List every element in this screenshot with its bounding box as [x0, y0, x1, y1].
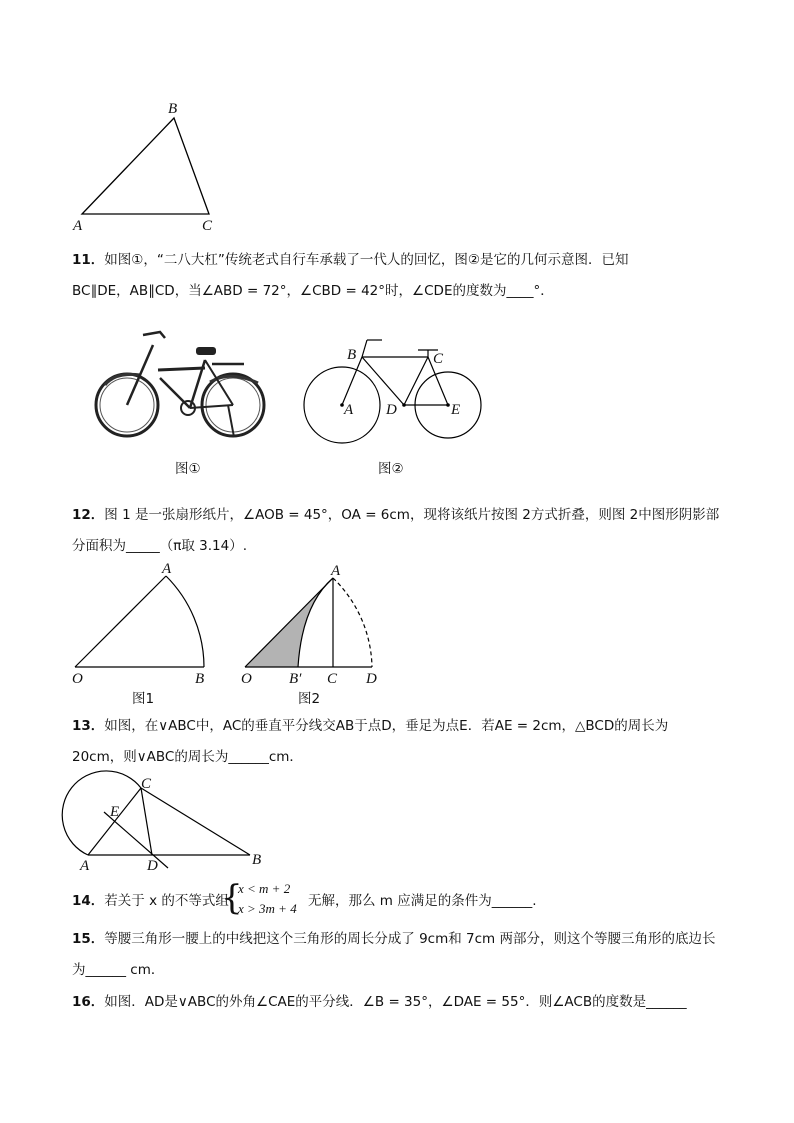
- question-number: 12．: [72, 507, 105, 523]
- label-B: B: [195, 671, 205, 687]
- label-A: A: [73, 218, 83, 234]
- label-B-prime: B′: [289, 671, 302, 687]
- system-brace: {: [221, 878, 243, 918]
- question-text: 等腰三角形一腰上的中线把这个三角形的周长分成了 9cm和 7cm 两部分，则这个等腰三角形的底边长: [104, 931, 716, 947]
- label-B: B: [168, 101, 178, 117]
- label-D: D: [386, 402, 397, 418]
- inequality-2: x > 3m + 4: [238, 901, 297, 916]
- label-A: A: [162, 561, 172, 577]
- label-O: O: [72, 671, 83, 687]
- question-text: 图 1 是一张扇形纸片，∠AOB = 45°，OA = 6cm，现将该纸片按图 2方式折叠，则图 2中图形阴影部: [104, 507, 720, 523]
- question-text-line2: 为______ cm．: [72, 962, 165, 978]
- label-O: O: [241, 671, 252, 687]
- diagram-caption: 图②: [378, 461, 404, 477]
- question-number: 11．: [72, 252, 105, 268]
- question-number: 16．: [72, 994, 105, 1010]
- question-text: 如图．AD是∨ABC的外角∠CAE的平分线．∠B = 35°，∠DAE = 55°．则∠ACB的度数是______: [104, 994, 687, 1010]
- label-C: C: [433, 351, 444, 367]
- label-D: D: [147, 858, 158, 874]
- question-number: 14．: [72, 893, 105, 909]
- question-text-suffix: 无解，那么 m 应满足的条件为______.: [308, 893, 537, 909]
- label-A: A: [331, 563, 341, 579]
- figure-1-caption: 图1: [132, 691, 155, 707]
- question-text-line2: 20cm，则∨ABC的周长为______cm．: [72, 749, 303, 765]
- figure-2-caption: 图2: [298, 691, 321, 707]
- question-text-line2: 分面积为_____（π取 3.14）.: [72, 538, 248, 554]
- label-D: D: [366, 671, 377, 687]
- label-B: B: [252, 852, 262, 868]
- question-text: 如图，在∨ABC中，AC的垂直平分线交AB于点D，垂足为点E．若AE = 2cm，△BCD的周长为: [104, 718, 669, 734]
- inequality-1: x < m + 2: [238, 881, 291, 896]
- label-A: A: [80, 858, 90, 874]
- label-E: E: [110, 804, 120, 820]
- question-text-prefix: 若关于 x 的不等式组: [104, 893, 229, 909]
- question-text-line2: BC∥DE，AB∥CD，当∠ABD = 72°，∠CBD = 42°时，∠CDE的度数为____°．: [72, 283, 554, 299]
- question-text: 如图①，“二八大杠”传统老式自行车承载了一代人的回忆，图②是它的几何示意图．已知: [104, 252, 629, 268]
- label-C: C: [141, 776, 152, 792]
- photo-caption: 图①: [175, 461, 201, 477]
- label-A: A: [344, 402, 354, 418]
- label-C: C: [202, 218, 213, 234]
- label-E: E: [451, 402, 461, 418]
- question-number: 15．: [72, 931, 105, 947]
- question-number: 13．: [72, 718, 105, 734]
- label-B: B: [347, 347, 357, 363]
- label-C: C: [327, 671, 338, 687]
